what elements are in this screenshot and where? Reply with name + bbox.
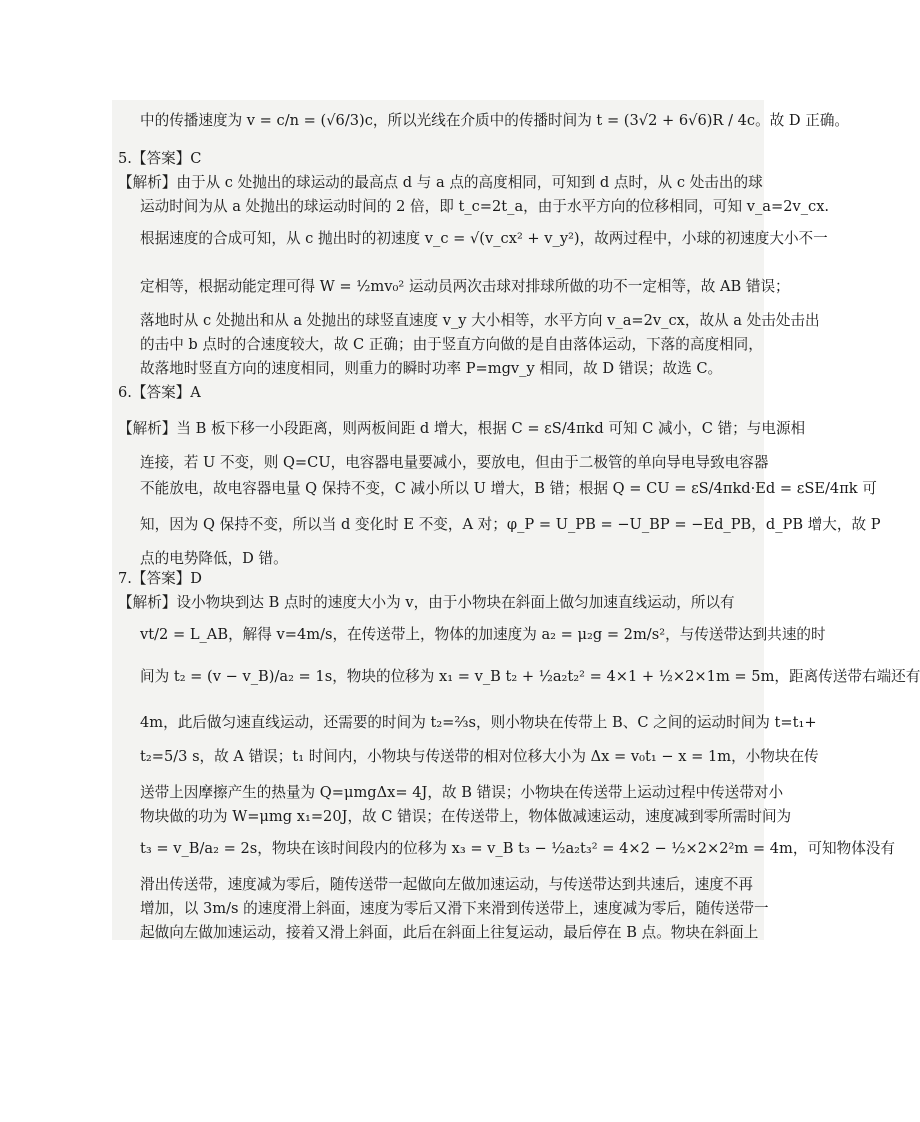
text-line: 7.【答案】D — [118, 570, 202, 587]
text-line: 故落地时竖直方向的速度相同，则重力的瞬时功率 P=mgv_y 相同，故 D 错误；故选 C。 — [140, 360, 723, 377]
text-line: 【解析】当 B 板下移一小段距离，则两板间距 d 增大，根据 C = εS/4πkd 可知 C 减小，C 错；与电源相 — [118, 420, 806, 437]
text-line: 【解析】设小物块到达 B 点时的速度大小为 v，由于小物块在斜面上做匀加速直线运动，所以有 — [118, 594, 735, 611]
text-line: 定相等，根据动能定理可得 W = ½mv₀² 运动员两次击球对排球所做的功不一定相等，故 AB 错误； — [140, 278, 790, 295]
text-line: 送带上因摩擦产生的热量为 Q=μmgΔx= 4J，故 B 错误；小物块在传送带上运动过程中传送带对小 — [140, 784, 784, 801]
text-line: t₂=5/3 s，故 A 错误；t₁ 时间内，小物块与传送带的相对位移大小为 Δx = v₀t₁ − x = 1m，小物块在传 — [140, 748, 819, 765]
text-line: 落地时从 c 处抛出和从 a 处抛出的球竖直速度 v_y 大小相等，水平方向 v_a=2v_cx，故从 a 处击处击出 — [140, 312, 820, 329]
text-line: 连接，若 U 不变，则 Q=CU，电容器电量要减小，要放电，但由于二极管的单向导电导致电容器 — [140, 454, 769, 471]
text-line: 中的传播速度为 v = c/n = (√6/3)c，所以光线在介质中的传播时间为 t = (3√2 + 6√6)R / 4c。故 D 正确。 — [140, 112, 850, 129]
text-line: 4m，此后做匀速直线运动，还需要的时间为 t₂=⅔s，则小物块在传带上 B、C 之间的运动时间为 t=t₁+ — [140, 714, 817, 731]
text-line: 【解析】由于从 c 处抛出的球运动的最高点 d 与 a 点的高度相同，可知到 d 点时，从 c 处击出的球 — [118, 174, 763, 191]
scanned-text-block — [112, 100, 920, 941]
text-line: 6.【答案】A — [118, 384, 201, 401]
text-line: 滑出传送带，速度减为零后，随传送带一起做向左做加速运动，与传送带达到共速后，速度不再 — [140, 876, 753, 893]
text-line: 不能放电，故电容器电量 Q 保持不变，C 减小所以 U 增大，B 错；根据 Q = CU = εS/4πkd·Ed = εSE/4πk 可 — [140, 480, 877, 497]
text-line: 起做向左做加速运动，接着又滑上斜面，此后在斜面上往复运动，最后停在 B 点。物块在斜面上 — [140, 924, 759, 941]
text-line: 5.【答案】C — [118, 150, 202, 167]
text-line: 间为 t₂ = (v − v_B)/a₂ = 1s，物块的位移为 x₁ = v_B t₂ + ½a₂t₂² = 4×1 + ½×2×1m = 5m，距离传送带右端还有 — [140, 668, 920, 685]
text-line: 的击中 b 点时的合速度较大，故 C 正确；由于竖直方向做的是自由落体运动，下落的高度相同， — [140, 336, 763, 353]
text-line: 点的电势降低，D 错。 — [140, 550, 288, 567]
text-line: 知，因为 Q 保持不变，所以当 d 变化时 E 不变，A 对；φ_P = U_PB = −U_BP = −Ed_PB，d_PB 增大，故 P — [140, 516, 881, 533]
text-line: 运动时间为从 a 处抛出的球运动时间的 2 倍，即 t_c=2t_a，由于水平方向的位移相同，可知 v_a=2v_cx. — [140, 198, 830, 215]
text-line: t₃ = v_B/a₂ = 2s，物块在该时间段内的位移为 x₃ = v_B t₃ − ½a₂t₃² = 4×2 − ½×2×2²m = 4m，可知物体没有 — [140, 840, 896, 857]
text-line: 增加，以 3m/s 的速度滑上斜面，速度为零后又滑下来滑到传送带上，速度减为零后，随传送带一 — [140, 900, 769, 917]
text-line: 根据速度的合成可知，从 c 抛出时的初速度 v_c = √(v_cx² + v_y²)，故两过程中，小球的初速度大小不一 — [140, 230, 828, 247]
text-line: vt/2 = L_AB，解得 v=4m/s，在传送带上，物体的加速度为 a₂ = μ₂g = 2m/s²，与传送带达到共速的时 — [140, 626, 826, 643]
text-line: 物块做的功为 W=μmg x₁=20J，故 C 错误；在传送带上，物体做减速运动，速度减到零所需时间为 — [140, 808, 792, 825]
